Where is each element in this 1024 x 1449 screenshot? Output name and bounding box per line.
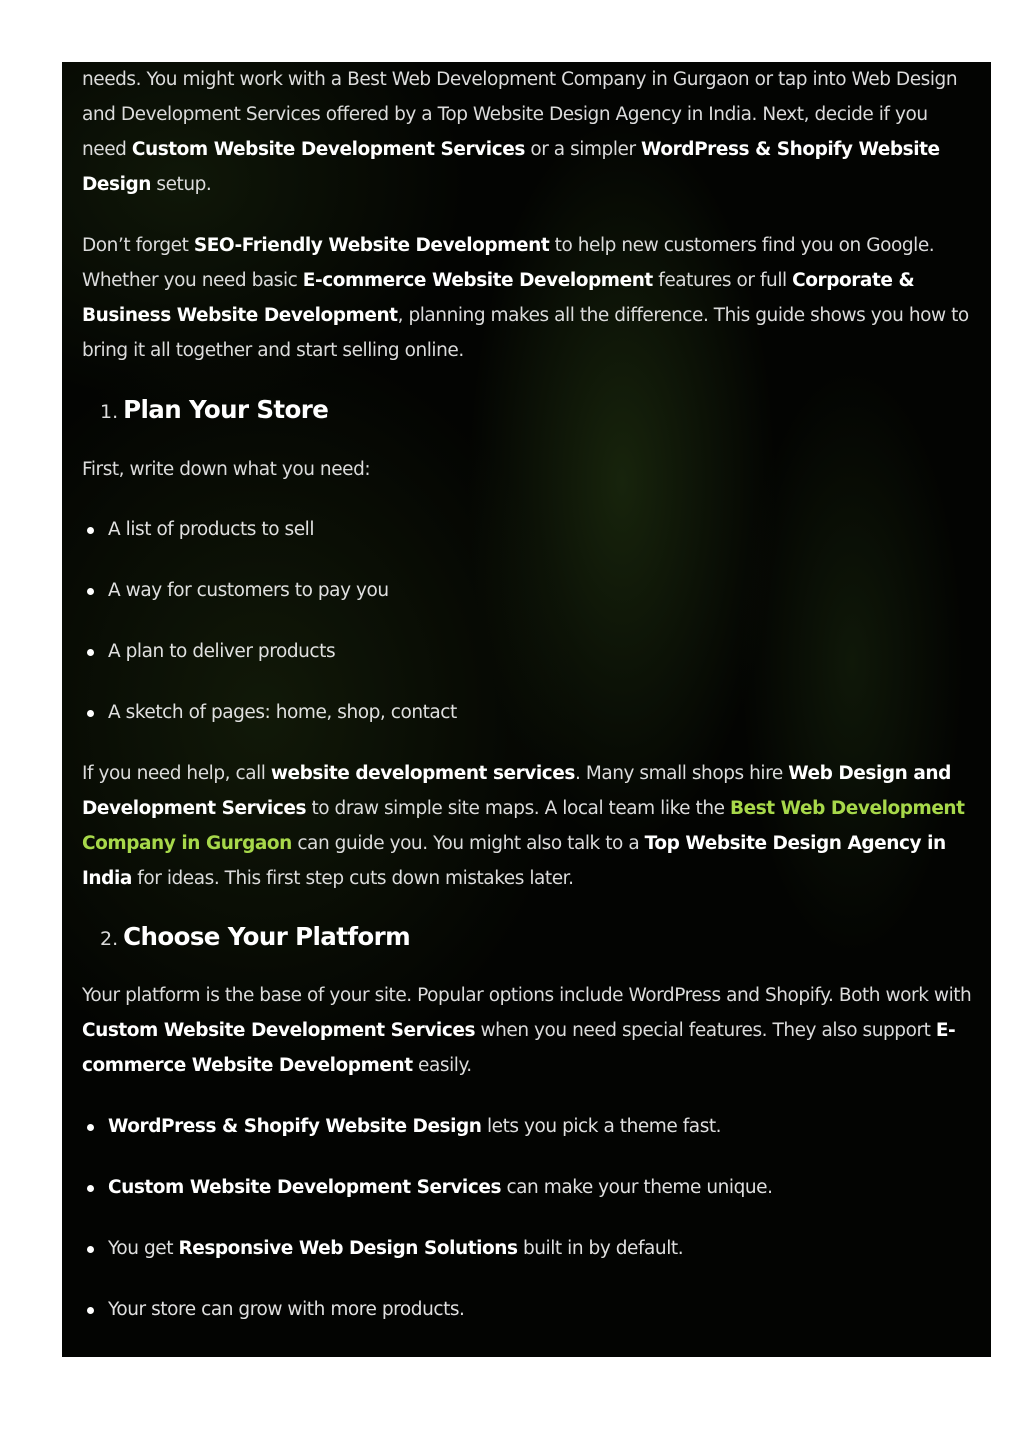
intro-paragraph-1: needs. You might work with a Best Web Development Company in Gurgaon or tap into Web Design and Development Services offered by a Top Website Design Agency in India. Next, decide if you need Custom Website Development Services or a simpler WordPress & Shopify Website Design setup.: [82, 69, 958, 195]
intro-paragraph-2: Don’t forget SEO-Friendly Website Development to help new customers find you on Google. Whether you need basic E-commerce Website Development features or full Corporate & Business Website Development, planning makes all the difference. This guide shows you how to bring it all together and start selling online.: [82, 235, 969, 361]
bullet-icon: [87, 1246, 94, 1253]
bullet-icon: [87, 1124, 94, 1131]
section-1-number: 1.: [100, 401, 119, 423]
section-1-heading: 1. Plan Your Store: [100, 395, 329, 424]
section-2-heading: 2. Choose Your Platform: [100, 922, 411, 951]
section-2-paragraph: Your platform is the base of your site. Popular options include WordPress and Shopify. Both work with Custom Website Development Services when you need special features. They also support E-commerce Website Development easily.: [82, 985, 972, 1076]
list-item: Your store can grow with more products.: [82, 1292, 968, 1327]
bullet-icon: [87, 1307, 94, 1314]
bullet-icon: [87, 527, 94, 534]
section-2-number: 2.: [100, 928, 119, 950]
list-item: A sketch of pages: home, shop, contact: [82, 695, 968, 730]
list-item: You get Responsive Web Design Solutions built in by default.: [82, 1231, 968, 1266]
article-panel: [62, 62, 991, 1357]
list-item: WordPress & Shopify Website Design lets you pick a theme fast.: [82, 1109, 968, 1144]
list-item: Custom Website Development Services can make your theme unique.: [82, 1170, 968, 1205]
section-1-lead: First, write down what you need:: [82, 459, 371, 480]
list-item: A way for customers to pay you: [82, 573, 968, 608]
bullet-icon: [87, 649, 94, 656]
best-web-development-company-link[interactable]: Best Web Development Company in Gurgaon: [82, 798, 965, 854]
list-item: A list of products to sell: [82, 512, 968, 547]
bullet-icon: [87, 710, 94, 717]
bullet-icon: [87, 1185, 94, 1192]
list-item: A plan to deliver products: [82, 634, 968, 669]
bullet-icon: [87, 588, 94, 595]
section-1-paragraph: If you need help, call website development services. Many small shops hire Web Design and Development Services to draw simple site maps. A local team like the Best Web Development Company in Gurgaon can guide you. You might also talk to a Top Website Design Agency in India for ideas. This first step cuts down mistakes later.: [82, 763, 965, 889]
